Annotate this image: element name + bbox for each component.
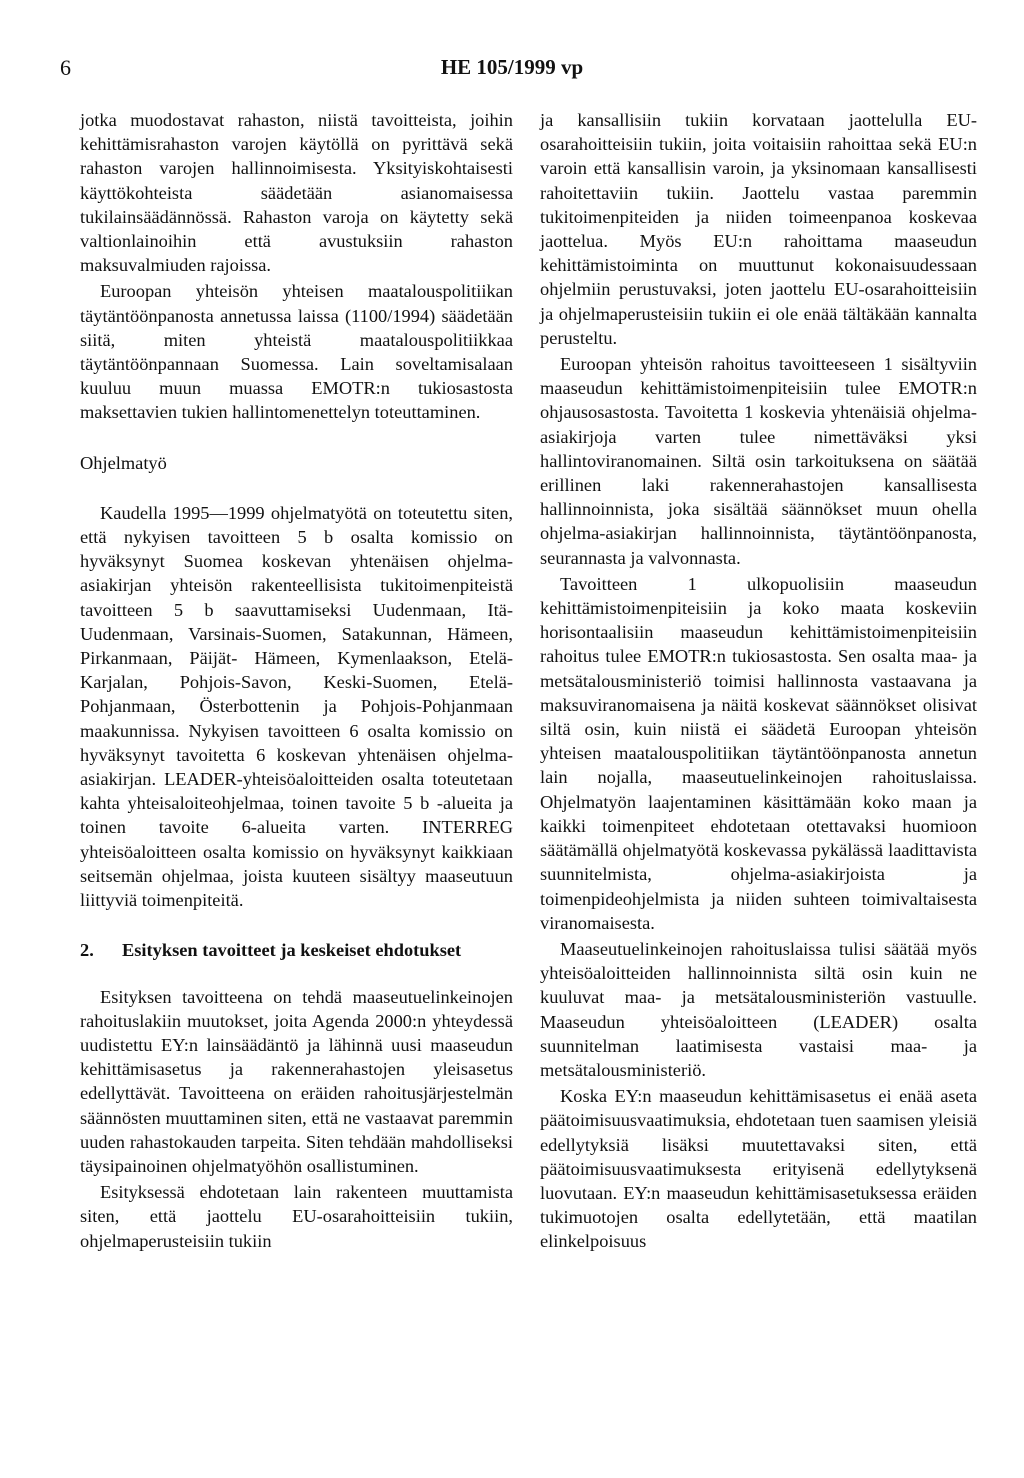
- section-number: 2.: [80, 940, 94, 961]
- left-paragraph-1: jotka muodostavat rahaston, niistä tavoitteista, joihin kehittämisrahaston varojen käytöllä on pyrittävä sekä rahaston varojen hallinnoimisesta. Yksityiskohtaisesti käyttökohteista säädetään asianomaisessa tukilainsäädännössä. Rahaston varoja on käytetty sekä valtionlainoihin että avustuksiin rahaston maksuvalmiuden rajoissa.: [80, 110, 513, 276]
- right-paragraph-2: Euroopan yhteisön rahoitus tavoitteeseen 1 sisältyviin maaseudun kehittämistoimenpiteisiin tulee EMOTR:n ohjausosastosta. Tavoitetta 1 koskevia yhtenäisiä ohjelma-asiakirjoja varten tulee nimettäväksi yksi hallintoviranomainen. Siltä osin tarkoituksena on säätää erillinen laki rakennerahastojen kansallisesta hallinnoinnista, joka sisältää säännökset muun ohella ohjelma-asiakirjan hallinnoinnista, täytäntöönpanosta, seurannasta ja valvonnasta.: [540, 354, 977, 568]
- section-heading: [80, 938, 513, 962]
- right-paragraph-4: Maaseutuelinkeinojen rahoituslaissa tulisi säätää myös yhteisöaloitteiden hallinnoinnista siltä osin kuin ne kuuluvat maa- ja metsätalousministeriön vastuulle. Maaseudun yhteisöaloitteen (LEADER) osalta suunnitelman laatimisesta vastaisi maa- ja metsätalousministeriö.: [540, 938, 977, 1080]
- left-paragraph-2: Euroopan yhteisön yhteisen maatalouspolitiikan täytäntöönpanosta annetussa laissa (1100/1994) säädetään siitä, miten yhteistä maatalouspolitiikkaa täytäntöönpannaan Suomessa. Lain soveltamisalaan kuuluu muun muassa EMOTR:n tukiosastosta maksettavien tukien hallintomenettelyn toteuttaminen.: [80, 281, 513, 423]
- right-column: [540, 108, 977, 1254]
- left-paragraph-5: Esityksessä ehdotetaan lain rakenteen muuttamista siten, että jaottelu EU-osarahoitteisiin tukiin, ohjelmaperusteisiin tukiin: [80, 1182, 513, 1251]
- right-paragraph-1: ja kansallisiin tukiin korvataan jaottelulla EU-osarahoitteisiin tukiin, joita voitaisiin rahoittaa sekä EU:n varoin että kansallisin varoin, ja yksinomaan kansallisesti rahoitettaviin tukiin. Jaottelu vastaa paremmin tukitoimenpiteiden ja niiden toimeenpanoa koskevaa jaottelua. Myös EU:n rahoittama maaseudun kehittämistoiminta on muuttunut kokonaisuudessaan ohjelmiin perustuvaksi, joten jaottelu EU-osarahoitteisiin ja ohjelmaperusteisiin tukiin ei ole enää tältäkään kannalta perusteltu.: [540, 110, 977, 348]
- right-paragraph-3: Tavoitteen 1 ulkopuolisiin maaseudun kehittämistoimenpiteisiin ja koko maata koskeviin horisontaalisiin maaseudun kehittämistoimenpiteisiin rahoitus tulee EMOTR:n tukiosastosta. Sen osalta maa- ja metsätalousministeriö toimisi hallinnosta vastaavana ja maksuviranomaisena ja näitä koskevat säännökset olisivat siltä osin, kuin niistä ei säädetä Euroopan yhteisön yhteisen maatalouspolitiikan täytäntöönpanosta annetun lain nojalla, maaseutuelinkeinojen rahoituslaissa. Ohjelmatyön laajentaminen käsittämään koko maan ja kaikki toimenpiteet ehdotetaan otettavaksi huomioon säätämällä ohjelmatyötä koskevassa pykälässä laadittavista suunnitelmista, ohjelma-asiakirjoista ja toimenpideohjelmista ja niiden suhteen toimivaltaisesta viranomaisesta.: [540, 573, 977, 933]
- running-head: HE 105/1999 vp: [440, 55, 584, 79]
- page-number: 6: [60, 55, 71, 80]
- left-paragraph-4: Esityksen tavoitteena on tehdä maaseutuelinkeinojen rahoituslakiin muutokset, joita Agenda 2000:n yhteydessä uudistettu EY:n lainsäädäntö ja lähinnä uusi maaseudun kehittämisasetus ja rakennerahastojen yleisasetus edellyttävät. Tavoitteena on eräiden rahoitusjärjestelmän säännösten muuttaminen siten, että ne vastaavat paremmin uuden rahastokauden tarpeita. Siten tehdään mahdolliseksi täysipainoinen ohjelmatyöhön osallistuminen.: [80, 986, 513, 1176]
- section-title: Esityksen tavoitteet ja keskeiset ehdotukset: [122, 940, 462, 961]
- left-paragraph-3: Kaudella 1995—1999 ohjelmatyötä on toteutettu siten, että nykyisen tavoitteen 5 b osalta komissio on hyväksynyt Suomea koskevan yhtenäisen ohjelma-asiakirjan yhteisön rakenteellisista tukitoimenpiteistä tavoitteen 5 b saavuttamiseksi Uudenmaan, Itä-Uudenmaan, Varsinais-Suomen, Satakunnan, Hämeen, Pirkanmaan, Päijät- Hämeen, Kymenlaakson, Etelä-Karjalan, Pohjois-Savon, Keski-Suomen, Etelä-Pohjanmaan, Österbottenin ja Pohjois-Pohjanmaan maakunnissa. Nykyisen tavoitteen 6 osalta komissio on hyväksynyt tavoitetta 6 koskevan yhtenäisen ohjelma-asiakirjan. LEADER-yhteisöaloitteiden osalta toteutetaan kahta yhteisaloiteohjelmaa, toinen tavoite 5 b -alueita ja toinen tavoite 6-alueita varten. INTERREG yhteisöaloitteen osalta komissio on hyväksynyt kaikkiaan seitsemän ohjelmaa, joista kuuteen sisältyy maaseutuun liittyviä toimenpiteitä.: [80, 502, 513, 911]
- right-paragraph-5: Koska EY:n maaseudun kehittämisasetus ei enää aseta päätoimisuusvaatimuksia, ehdotetaan tuen saamisen yleisiä edellytyksiä lisäksi muutettavaksi siten, että päätoimisuusvaatimuksesta erityisenä edellytyksenä luovutaan. EY:n maaseudun kehittämisasetuksessa eräiden tukimuotojen osalta edellytetään, että maatilan elinkelpoisuus: [540, 1086, 977, 1252]
- left-column: [80, 108, 513, 1253]
- subheading-ohjelmatyo: Ohjelmatyö: [80, 452, 167, 473]
